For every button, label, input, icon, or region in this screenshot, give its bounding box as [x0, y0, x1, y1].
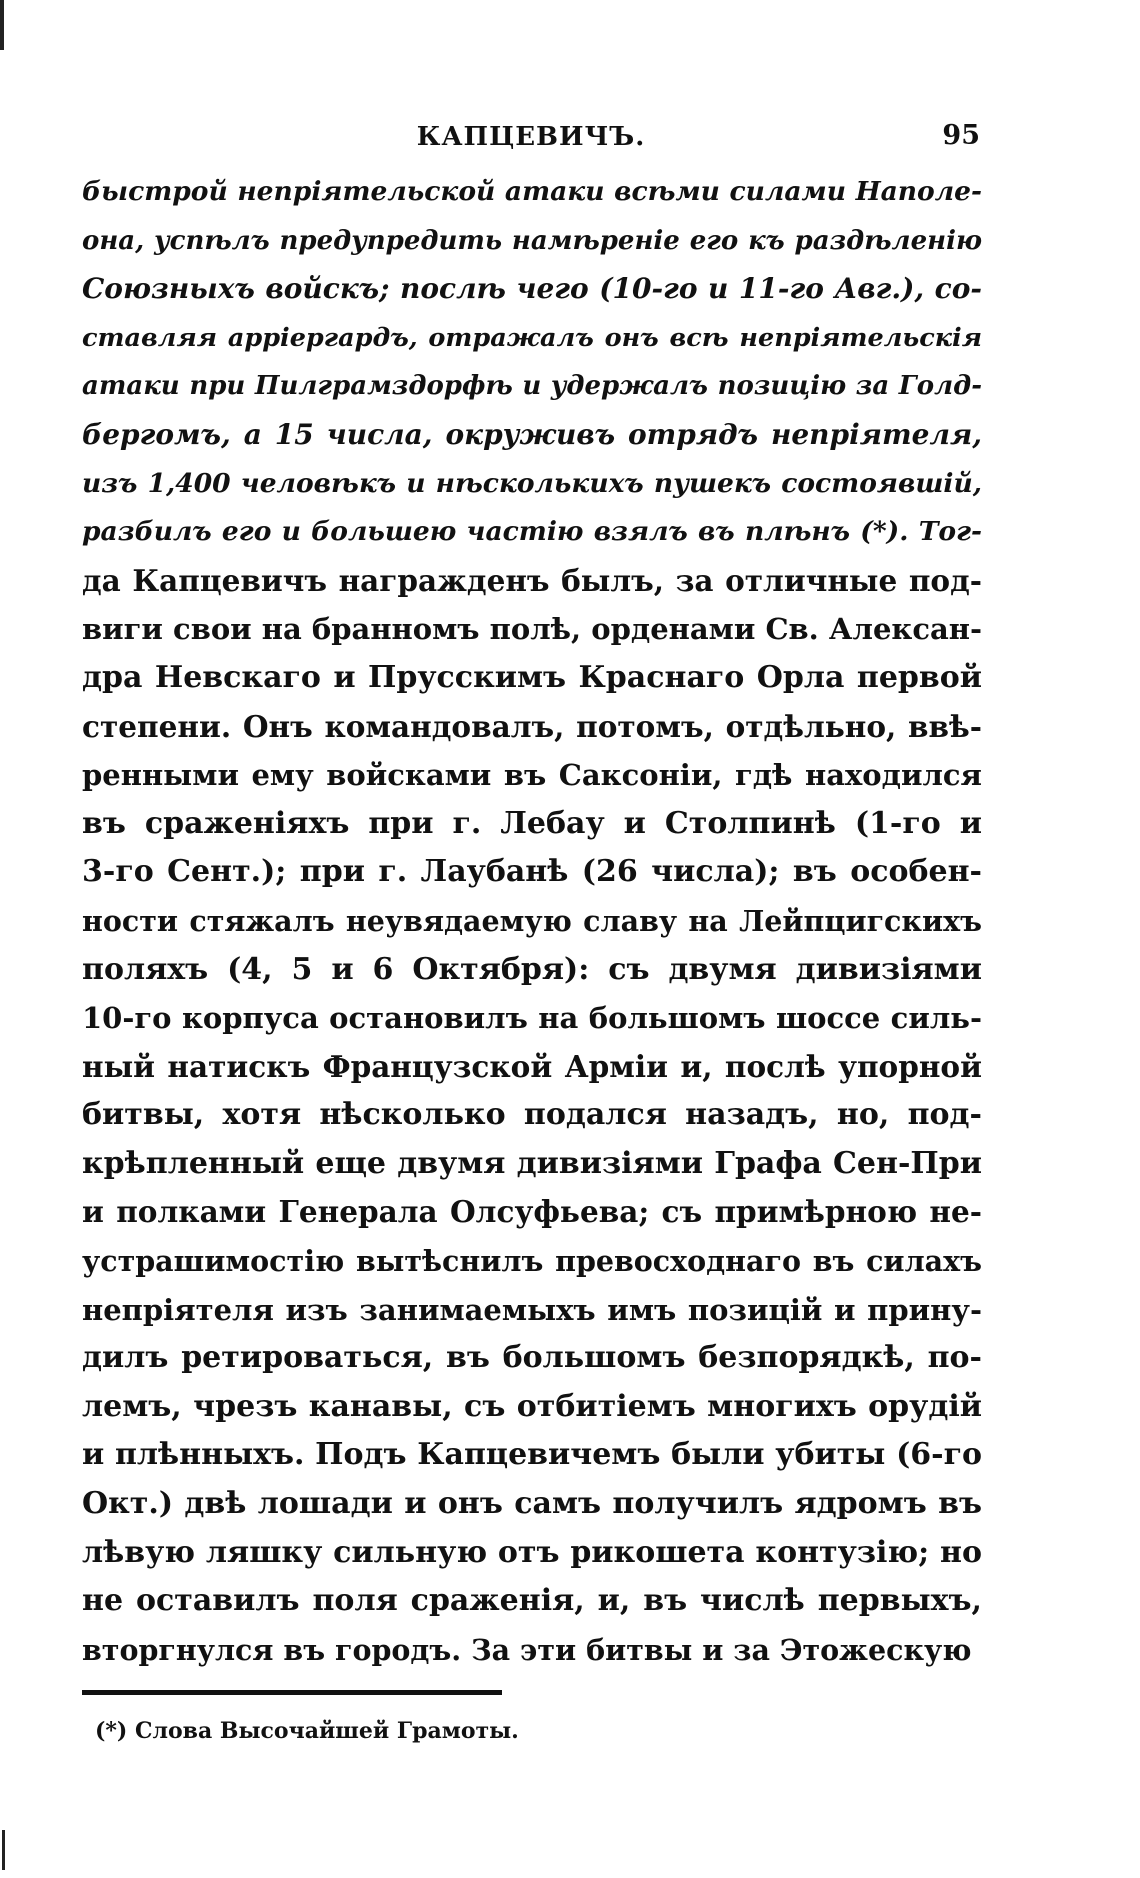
text-line: устрашимостію вытѣснилъ превосходнаго въ силахъ: [82, 1244, 982, 1279]
text-line: ставляя арріергардъ, отражалъ онъ всѣ непріятельскія: [82, 322, 982, 353]
text-line: степени. Онъ командовалъ, потомъ, отдѣльно, ввѣ-: [82, 708, 982, 744]
footnote: (*) Слова Высочайшей Грамоты.: [95, 1718, 519, 1744]
text-line: ренными ему войсками въ Саксоніи, гдѣ находился: [82, 758, 982, 793]
text-line: быстрой непріятельской атаки всѣми силами Наполе-: [82, 176, 982, 207]
text-line: дилъ ретироваться, въ большомъ безпорядкѣ, по-: [82, 1340, 982, 1376]
text-line: и полками Генерала Олсуфьева; съ примѣрною не-: [82, 1194, 982, 1230]
scan-edge-mark: [0, 0, 4, 50]
text-line: вторгнулся въ городъ. За эти битвы и за Этожескую: [82, 1632, 972, 1667]
text-line: поляхъ (4, 5 и 6 Октября): съ двумя дивизіями: [82, 951, 982, 987]
text-line: она, успѣлъ предупредить намѣреніе его къ раздѣленію: [82, 225, 982, 256]
text-line: непріятеля изъ занимаемыхъ имъ позицій и прину-: [82, 1292, 982, 1327]
text-line: лѣвую ляшку сильную отъ рикошета контузію; но: [82, 1534, 982, 1570]
text-line: битвы, хотя нѣсколько подался назадъ, но, под-: [82, 1097, 982, 1133]
page-number: 95: [942, 120, 980, 151]
text-line: 3-го Сент.); при г. Лаубанѣ (26 числа); въ особен-: [82, 854, 982, 890]
text-line: не оставилъ поля сраженія, и, въ числѣ первыхъ,: [82, 1583, 982, 1619]
text-line: лемъ, чрезъ канавы, съ отбитіемъ многихъ орудій: [82, 1388, 982, 1424]
text-line: разбилъ его и большею частію взялъ въ плѣнъ (*). Тог-: [82, 516, 982, 548]
running-header: [82, 118, 980, 158]
text-line: ности стяжалъ неувядаемую славу на Лейпцигскихъ: [82, 903, 982, 938]
text-line: Союзныхъ войскъ; послѣ чего (10-го и 11-го Авг.), со-: [82, 272, 982, 306]
running-title: КАПЦЕВИЧЪ.: [416, 122, 646, 152]
text-line: ный натискъ Французской Арміи и, послѣ упорной: [82, 1048, 982, 1084]
text-line: виги свои на бранномъ полѣ, орденами Св. Алексан-: [82, 612, 983, 647]
text-line: крѣпленный еще двумя дивизіями Графа Сен-При: [82, 1145, 982, 1181]
footnote-rule: [82, 1690, 502, 1695]
text-line: въ сраженіяхъ при г. Лебау и Столпинѣ (1-го и: [82, 805, 982, 841]
body-text: [82, 168, 982, 1674]
text-line: атаки при Пилграмздорфѣ и удержалъ позицію за Голд-: [82, 371, 982, 402]
text-line: бергомъ, а 15 числа, окруживъ отрядъ непріятеля,: [82, 417, 982, 451]
text-line: изъ 1,400 человѣкъ и нѣсколькихъ пушекъ состоявшій,: [82, 467, 982, 499]
text-line: и плѣнныхъ. Подъ Капцевичемъ были убиты (6-го: [82, 1437, 982, 1473]
text-line: 10-го корпуса остановилъ на большомъ шоссе силь-: [82, 1001, 982, 1036]
scan-edge-mark: [2, 1830, 5, 1870]
text-line: да Капцевичъ награжденъ былъ, за отличные под-: [82, 562, 982, 598]
text-line: дра Невскаго и Прусскимъ Краснаго Орла первой: [82, 659, 982, 695]
text-line: Окт.) двѣ лошади и онъ самъ получилъ ядромъ въ: [82, 1486, 982, 1522]
